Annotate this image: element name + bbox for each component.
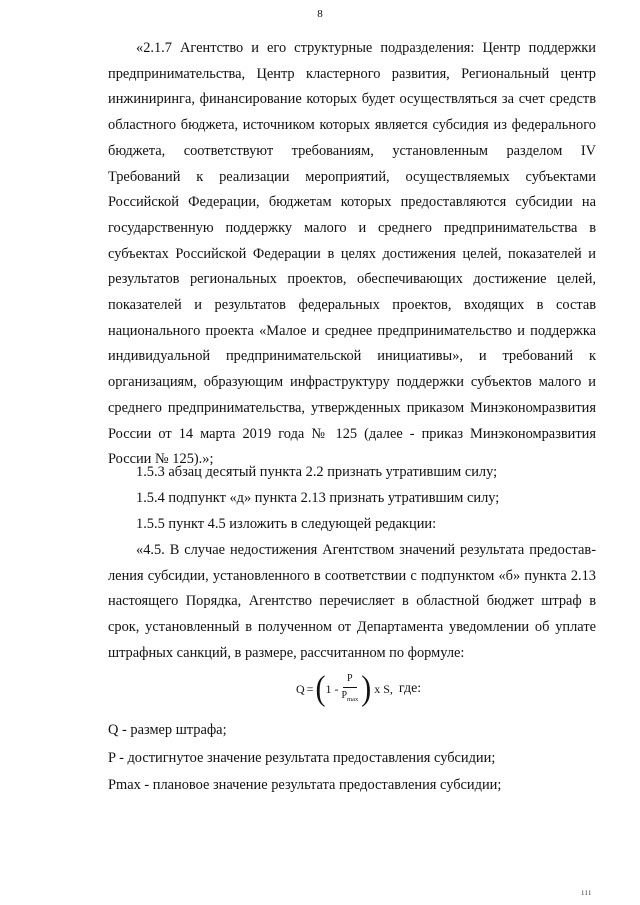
corner-mark: ııı: [581, 887, 592, 897]
item-1-5-3: 1.5.3 абзац десятый пункта 2.2 признать утратившим силу;: [136, 464, 498, 480]
denominator-p: P: [341, 689, 348, 701]
formula-q: Q: [296, 681, 305, 696]
formula-where: где:: [398, 681, 422, 696]
denominator-sub: max: [347, 695, 359, 703]
definition-p: P - достигнутое значение результата предоставления субсидии;: [108, 750, 496, 766]
formula-times-s: x S,: [374, 681, 393, 696]
penalty-formula: [296, 668, 421, 710]
page-number: 8: [317, 8, 323, 20]
item-1-5-4: 1.5.4 подпункт «д» пункта 2.13 признать утратившим силу;: [136, 490, 500, 506]
definition-pmax: Pmax - плановое значение результата предоставления субсидии;: [108, 777, 502, 793]
item-1-5-5: 1.5.5 пункт 4.5 изложить в следующей редакции:: [136, 516, 437, 532]
paragraph-2-1-7: «2.1.7 Агентство и его структурные подразделения: Центр поддержки предпринимательства, Центр кластерного развития, Региональный центр инжиниринга, финансирование которых будет осуществляться за счет средств областного бюджета, источником которых является субсидия из федерального бюджета, соответствуют требованиям, установленным разделом IV Требований к реализации мероприятий, осуществляемых субъектами Российской Федерации, бюджетам которых предоставляются субсидии на государственную поддержку малого и среднего предпринимательства в субъектах Российской Федерации в целях достижения целей, показателей и результатов региональных проектов, обеспечивающих достижение целей, показателей и результатов федеральных проектов, входящих в состав национального проекта «Малое и среднее предпринимательство и поддержка индивидуальной предпринимательской инициативы», и требований к организациям, образующим инфраструктуру поддержки субъектов малого и среднего предпринимательства, утвержденных приказом Минэкономразвития России от 14 марта 2019 года № 125 (далее - приказ Минэкономразвития России № 125).»;: [108, 40, 596, 468]
fraction-denominator: [341, 688, 358, 706]
definition-q: Q - размер штрафа;: [108, 722, 227, 738]
formula-fraction: [341, 673, 358, 706]
left-paren: (: [315, 669, 326, 708]
paragraph-4-5: «4.5. В случае недостижения Агентством значений результата предоставления субсидии, установленного в соответствии с подпунктом «б» пункта 2.13 настоящего Порядка, Агентство перечисляет в областной бюджет штраф в срок, установленный в полученном от Департамента уведомлении об уплате штрафных санкций, в размере, рассчитанном по формуле:: [108, 542, 596, 661]
fraction-numerator: P: [343, 673, 357, 688]
right-paren: ): [361, 669, 372, 708]
formula-equals: =: [306, 681, 314, 696]
formula-one-minus: 1 -: [325, 681, 339, 696]
